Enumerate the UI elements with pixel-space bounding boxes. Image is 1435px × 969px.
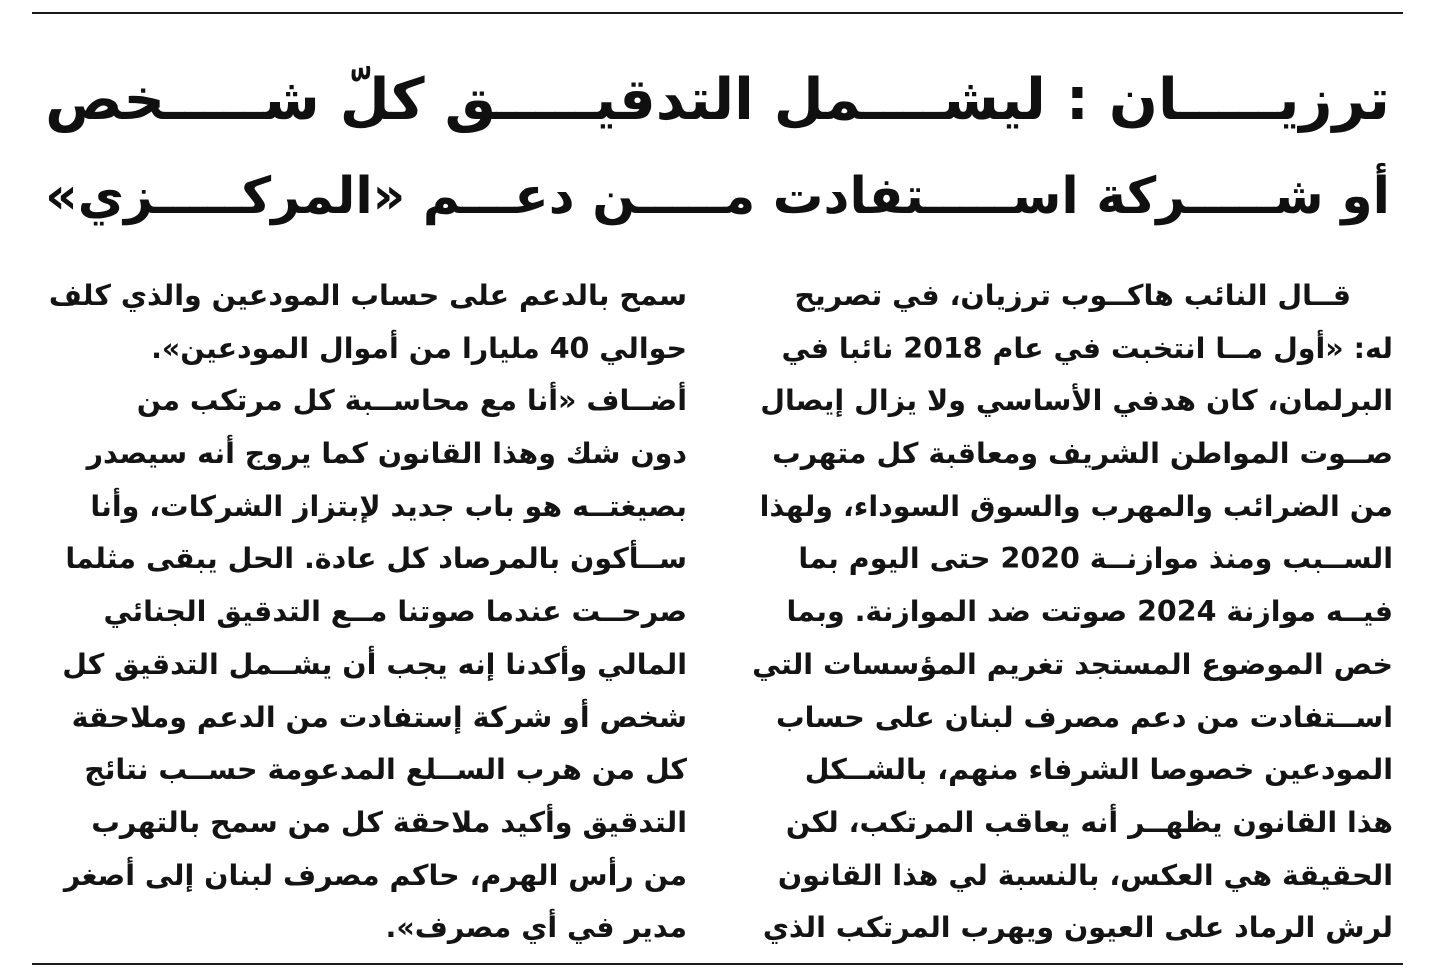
paragraph-line: صرحــت عندما صوتنا مــع التدقيق الجنائي (103, 595, 687, 629)
paragraph-line: له: «أول مــا انتخبت في عام 2018 نائبا في (781, 331, 1393, 365)
paragraph-line: هذا القانون يظهــر أنه يعاقب المرتكب، لكن (785, 805, 1393, 839)
paragraph-line: أضــاف «أنا مع محاســبة كل مرتكب من (136, 384, 687, 418)
paragraph-line: فيــه موازنة 2024 صوتت ضد الموازنة. وبما (786, 595, 1393, 629)
paragraph-line: من الضرائب والمهرب والسوق السوداء، ولهذا (759, 489, 1393, 523)
paragraph-line: سمح بالدعم على حساب المودعين والذي كلف (48, 279, 687, 312)
paragraph-line: مدير في أي مصرف». (385, 911, 687, 945)
paragraph-line: شخص أو شركة إستفادت من الدعم وملاحقة (71, 700, 687, 734)
article-column-right (738, 270, 1393, 955)
paragraph-line: صــوت المواطن الشريف ومعاقبة كل متهرب (772, 437, 1393, 471)
paragraph-line: ســأكون بالمرصاد كل عادة. الحل يبقى مثلما (65, 542, 687, 576)
paragraph-line: التدقيق وأكيد ملاحقة كل من سمح بالتهرب (91, 805, 687, 839)
paragraph-line: اســتفادت من دعم مصرف لبنان على حساب (775, 700, 1393, 734)
bottom-rule (32, 963, 1403, 965)
top-rule (32, 12, 1403, 14)
headline-line-2: أو شـــــركة اســـــتفادت مـــــن دعـــم «المركـــــزي» (45, 166, 1390, 225)
paragraph-line: كل من هرب الســلع المدعومة حســب نتائج (84, 753, 687, 787)
paragraph-line: البرلمان، كان هدفي الأساسي ولا يزال إيصال (760, 384, 1393, 418)
paragraph-line: المالي وأكدنا إنه يجب أن يشــمل التدقيق كل (62, 647, 687, 681)
article-column-left (32, 270, 687, 955)
paragraph-line: من رأس الهرم، حاكم مصرف لبنان إلى أصغر (63, 858, 687, 892)
paragraph-line: قــال النائب هاكــوب ترزيان، في تصريح (794, 279, 1351, 312)
paragraph-line: الحقيقة هي العكس، بالنسبة لي هذا القانون (777, 858, 1393, 892)
paragraph-line: خص الموضوع المستجد تغريم المؤسسات التي (752, 647, 1393, 681)
paragraph-line: حوالي 40 مليارا من أموال المودعين». (151, 331, 687, 365)
paragraph-line: بصيغتــه هو باب جديد لإبتزاز الشركات، وأنا (90, 489, 687, 523)
paragraph-line: دون شك وهذا القانون كما يروج أنه سيصدر (86, 437, 687, 471)
paragraph-line: المودعين خصوصا الشرفاء منهم، بالشــكل (804, 753, 1393, 787)
headline (40, 52, 1395, 244)
paragraph-line: لرش الرماد على العيون ويهرب المرتكب الذي (762, 911, 1393, 945)
paragraph-line: الســبب ومنذ موازنــة 2020 حتى اليوم بما (798, 542, 1393, 576)
headline-line-1: ترزيـــــان : ليشــــمل التدقيـــــق كلّ شـــــخص (45, 66, 1390, 133)
